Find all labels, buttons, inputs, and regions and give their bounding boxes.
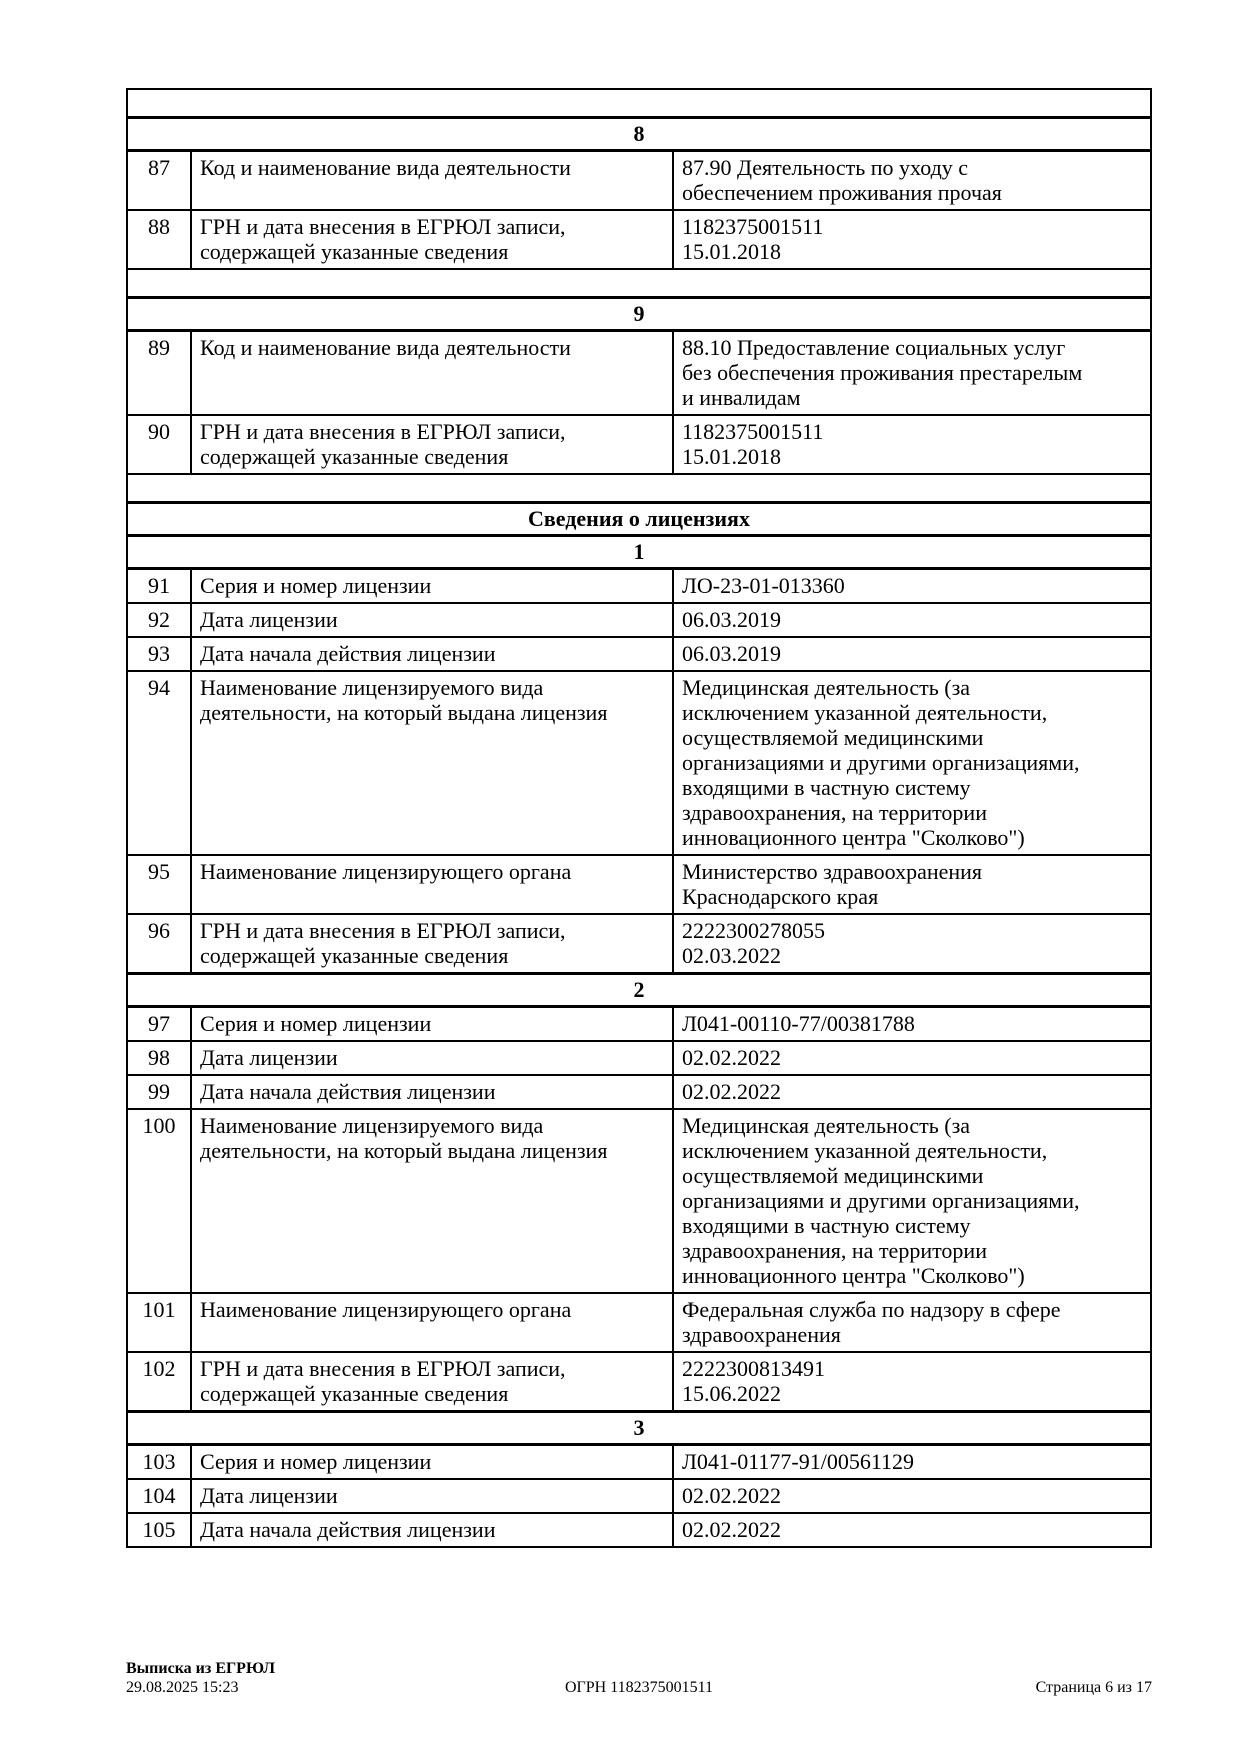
row-label-cell: Наименование лицензируемого вида деятельности, на который выдана лицензия	[191, 671, 673, 855]
row-label-cell: Код и наименование вида деятельности	[191, 151, 673, 211]
table-row	[127, 603, 1151, 637]
row-label-cell: Дата начала действия лицензии	[191, 637, 673, 671]
section-title-cell: Сведения о лицензиях	[127, 503, 1151, 536]
row-number-cell: 96	[127, 914, 191, 974]
row-label-cell: Серия и номер лицензии	[191, 1445, 673, 1480]
section-number-row	[127, 118, 1151, 151]
row-number-cell: 89	[127, 331, 191, 416]
page-footer	[126, 1659, 1152, 1697]
table-row	[127, 855, 1151, 914]
table-row	[127, 151, 1151, 211]
row-value-cell: 2222300813491 15.06.2022	[673, 1352, 1151, 1412]
row-label-cell: ГРН и дата внесения в ЕГРЮЛ записи, содержащей указанные сведения	[191, 210, 673, 269]
table-row	[127, 210, 1151, 269]
table-row	[127, 671, 1151, 855]
row-value-cell: Медицинская деятельность (за исключением указанной деятельности, осуществляемой медицинскими организациями и другими организациями, входящими в частную систему здравоохранения, на территории инновационного центра "Сколково")	[673, 671, 1151, 855]
footer-page-number: Страница 6 из 17	[1035, 1679, 1152, 1696]
section-number-cell: 9	[127, 298, 1151, 331]
table-row	[127, 1352, 1151, 1412]
footer-doc-title: Выписка из ЕГРЮЛ	[126, 1660, 276, 1677]
row-number-cell: 88	[127, 210, 191, 269]
table-row	[127, 914, 1151, 974]
spacer-row	[127, 474, 1151, 503]
spacer-cell	[127, 269, 1151, 298]
table-row	[127, 1041, 1151, 1075]
row-label-cell: Дата лицензии	[191, 603, 673, 637]
row-value-cell: Министерство здравоохранения Краснодарского края	[673, 855, 1151, 914]
row-number-cell: 91	[127, 569, 191, 604]
row-number-cell: 101	[127, 1293, 191, 1352]
section-number-cell: 8	[127, 118, 1151, 151]
row-label-cell: Дата лицензии	[191, 1479, 673, 1513]
row-value-cell: 02.02.2022	[673, 1479, 1151, 1513]
row-label-cell: Дата начала действия лицензии	[191, 1075, 673, 1109]
row-value-cell: Медицинская деятельность (за исключением указанной деятельности, осуществляемой медицинскими организациями и другими организациями, входящими в частную систему здравоохранения, на территории инновационного центра "Сколково")	[673, 1109, 1151, 1293]
table-row	[127, 415, 1151, 474]
row-label-cell: Дата начала действия лицензии	[191, 1513, 673, 1547]
row-label-cell: ГРН и дата внесения в ЕГРЮЛ записи, содержащей указанные сведения	[191, 1352, 673, 1412]
table-row	[127, 1479, 1151, 1513]
section-number-cell: 2	[127, 974, 1151, 1007]
section-number-row	[127, 974, 1151, 1007]
row-value-cell: Федеральная служба по надзору в сфере здравоохранения	[673, 1293, 1151, 1352]
table-row	[127, 637, 1151, 671]
row-number-cell: 94	[127, 671, 191, 855]
section-number-cell: 1	[127, 536, 1151, 569]
footer-left-block	[126, 1659, 468, 1697]
row-value-cell: 1182375001511 15.01.2018	[673, 210, 1151, 269]
row-number-cell: 105	[127, 1513, 191, 1547]
row-label-cell: Дата лицензии	[191, 1041, 673, 1075]
spacer-row	[127, 269, 1151, 298]
row-number-cell: 87	[127, 151, 191, 211]
section-number-row	[127, 1412, 1151, 1445]
egrul-table-body	[127, 89, 1151, 1547]
row-label-cell: Наименование лицензируемого вида деятельности, на который выдана лицензия	[191, 1109, 673, 1293]
row-label-cell: ГРН и дата внесения в ЕГРЮЛ записи, содержащей указанные сведения	[191, 914, 673, 974]
section-number-row	[127, 298, 1151, 331]
row-number-cell: 98	[127, 1041, 191, 1075]
row-number-cell: 90	[127, 415, 191, 474]
row-label-cell: Наименование лицензирующего органа	[191, 1293, 673, 1352]
row-number-cell: 102	[127, 1352, 191, 1412]
spacer-cell	[127, 89, 1151, 118]
row-value-cell: 02.02.2022	[673, 1041, 1151, 1075]
table-row	[127, 1109, 1151, 1293]
row-value-cell: ЛО-23-01-013360	[673, 569, 1151, 604]
table-row	[127, 569, 1151, 604]
table-row	[127, 1007, 1151, 1042]
section-number-cell: 3	[127, 1412, 1151, 1445]
row-number-cell: 93	[127, 637, 191, 671]
table-row	[127, 331, 1151, 416]
spacer-row	[127, 89, 1151, 118]
row-value-cell: 88.10 Предоставление социальных услуг без обеспечения проживания престарелым и инвалидам	[673, 331, 1151, 416]
row-number-cell: 95	[127, 855, 191, 914]
table-row	[127, 1445, 1151, 1480]
row-value-cell: 2222300278055 02.03.2022	[673, 914, 1151, 974]
egrul-table	[126, 88, 1152, 1548]
table-row	[127, 1293, 1151, 1352]
row-number-cell: 103	[127, 1445, 191, 1480]
section-number-row	[127, 536, 1151, 569]
row-label-cell: Код и наименование вида деятельности	[191, 331, 673, 416]
row-value-cell: 02.02.2022	[673, 1075, 1151, 1109]
row-value-cell: Л041-00110-77/00381788	[673, 1007, 1151, 1042]
footer-ogrn: ОГРН 1182375001511	[564, 1679, 714, 1696]
table-row	[127, 1513, 1151, 1547]
row-value-cell: 1182375001511 15.01.2018	[673, 415, 1151, 474]
row-number-cell: 104	[127, 1479, 191, 1513]
row-number-cell: 97	[127, 1007, 191, 1042]
row-value-cell: 06.03.2019	[673, 637, 1151, 671]
section-title-row	[127, 503, 1151, 536]
row-value-cell: 06.03.2019	[673, 603, 1151, 637]
footer-timestamp: 29.08.2025 15:23	[126, 1679, 239, 1696]
row-label-cell: Серия и номер лицензии	[191, 1007, 673, 1042]
row-value-cell: 02.02.2022	[673, 1513, 1151, 1547]
row-number-cell: 100	[127, 1109, 191, 1293]
row-label-cell: Наименование лицензирующего органа	[191, 855, 673, 914]
table-row	[127, 1075, 1151, 1109]
row-number-cell: 92	[127, 603, 191, 637]
row-value-cell: 87.90 Деятельность по уходу с обеспечением проживания прочая	[673, 151, 1151, 211]
row-value-cell: Л041-01177-91/00561129	[673, 1445, 1151, 1480]
row-label-cell: ГРН и дата внесения в ЕГРЮЛ записи, содержащей указанные сведения	[191, 415, 673, 474]
spacer-cell	[127, 474, 1151, 503]
row-label-cell: Серия и номер лицензии	[191, 569, 673, 604]
row-number-cell: 99	[127, 1075, 191, 1109]
